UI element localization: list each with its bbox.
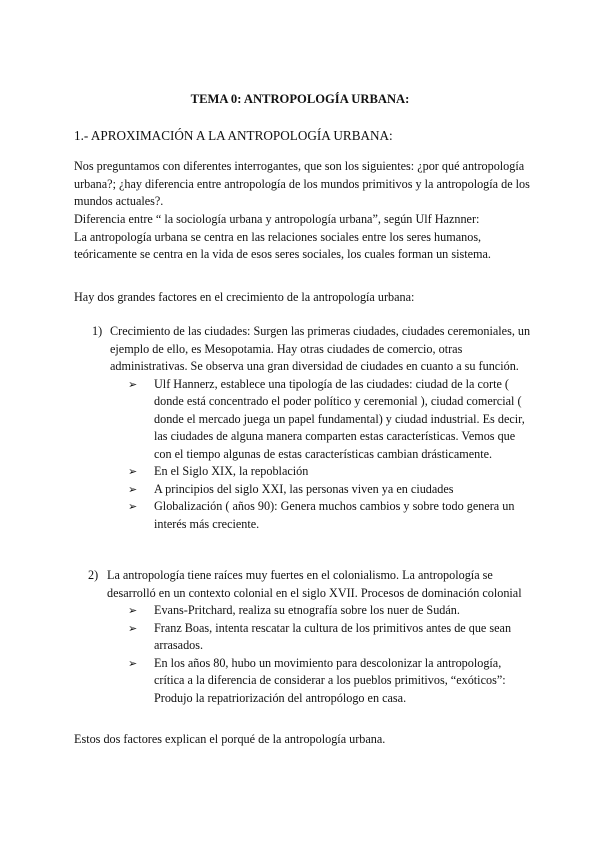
definition-paragraph (74, 211, 534, 264)
arrow-bullet-icon: ➢ (128, 604, 138, 617)
factor-number: 1) (92, 324, 103, 338)
bullet-text: Ulf Hannerz, establece una tipología de las ciudades: ciudad de la corte ( donde está concentrado el poder político y ceremonial ), ciudad comercial ( donde el mercado juega un papel fundamental) y ciudad industrial. Es decir, las ciudades de alguna manera comparten estas características. Vemos que con el tiempo algunas de estas características cambian drásticamente. (154, 376, 525, 461)
arrow-bullet-icon: ➢ (128, 621, 138, 635)
arrow-bullet-icon: ➢ (128, 465, 138, 478)
bullet-text: Evans-Pritchard, realiza su etnografía sobre los nuer de Sudán. (154, 603, 460, 617)
bullet-text: En los años 80, hubo un movimiento para descolonizar la antropología, crítica a la diferencia de considerar a los pueblos primitivos, “exóticos”: Produjo la repatriorización del antropólogo en casa. (154, 655, 506, 705)
arrow-bullet-icon: ➢ (128, 656, 138, 670)
bullet-text: En el Siglo XIX, la repoblación (154, 464, 309, 478)
arrow-bullet-icon: ➢ (128, 377, 138, 391)
bullet-item (128, 602, 534, 620)
definition-heading-line: Diferencia entre “ la sociología urbana y antropología urbana”, según Ulf Haznner: (74, 212, 480, 226)
arrow-bullet-icon: ➢ (128, 482, 138, 496)
intro-paragraph: Nos preguntamos con diferentes interrogantes, que son los siguientes: ¿por qué antropología urbana?; ¿hay diferencia entre antropología de los mundos primitivos y la antropología de los mundos actuales?. (74, 159, 530, 208)
page-title: TEMA 0: ANTROPOLOGÍA URBANA: (190, 92, 410, 106)
bullet-item (128, 655, 534, 708)
factor-bullet-list (128, 376, 534, 534)
factor-item (74, 567, 534, 707)
factor-bullet-list (128, 602, 534, 707)
factor-number: 2) (88, 568, 99, 582)
bullet-text: Globalización ( años 90): Genera muchos cambios y sobre todo genera un interés más creciente. (154, 499, 515, 531)
factor-item (74, 323, 534, 533)
factor-text: La antropología tiene raíces muy fuertes en el colonialismo. La antropología se desarrolló en un contexto colonial en el siglo XVII. Procesos de dominación colonial (107, 568, 522, 600)
definition-body: La antropología urbana se centra en las relaciones sociales entre los seres humanos, teóricamente se centra en la vida de esos seres sociales, los cuales forman un sistema. (74, 229, 491, 261)
bullet-text: Franz Boas, intenta rescatar la cultura de los primitivos antes de que sean arrasados. (154, 620, 512, 652)
arrow-bullet-icon: ➢ (128, 500, 138, 513)
bullet-item (128, 498, 534, 533)
bullet-item (128, 463, 534, 481)
bullet-text: A principios del siglo XXI, las personas viven ya en ciudades (154, 481, 454, 496)
factors-intro-paragraph: Hay dos grandes factores en el crecimiento de la antropología urbana: (74, 290, 415, 304)
bullet-item (128, 376, 534, 464)
factor-text: Crecimiento de las ciudades: Surgen las primeras ciudades, ciudades ceremoniales, un ejemplo de ello, es Mesopotamia. Hay otras ciudades de comercio, otras administrativas. Se observa una gran diversidad de ciudades en cuanto a su función. (110, 324, 531, 373)
bullet-item (128, 481, 534, 499)
closing-paragraph: Estos dos factores explican el porqué de la antropología urbana. (74, 732, 386, 746)
bullet-item (128, 620, 534, 655)
section-heading: 1.- APROXIMACIÓN A LA ANTROPOLOGÍA URBANA: (74, 128, 393, 143)
